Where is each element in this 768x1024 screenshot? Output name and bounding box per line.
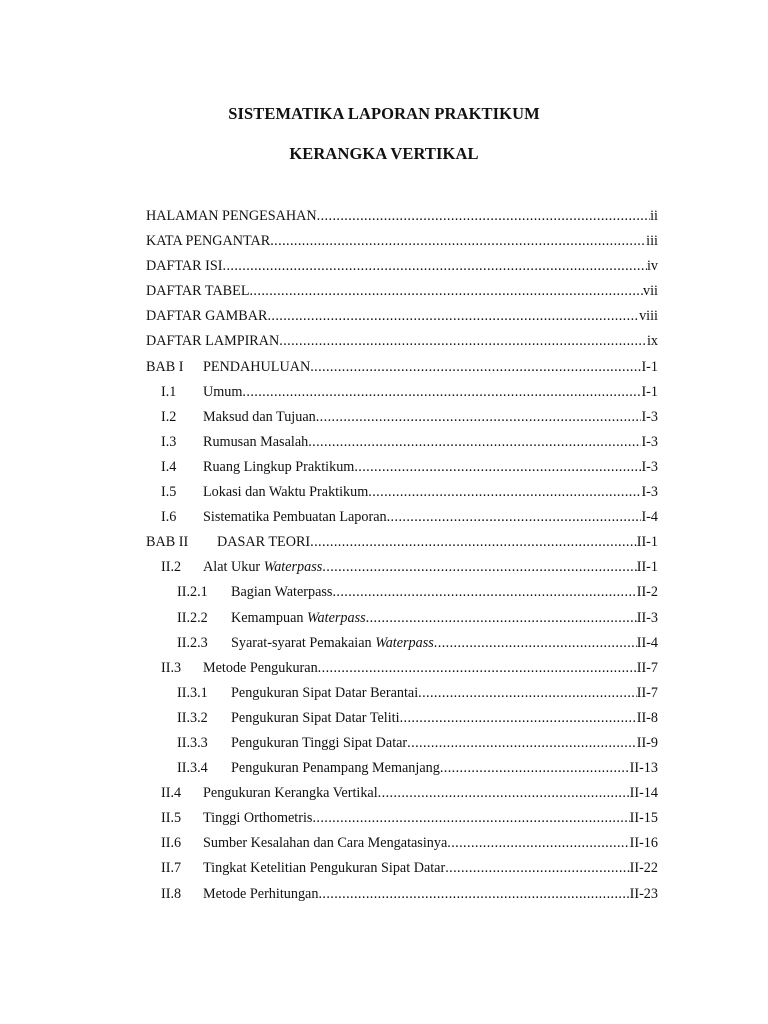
toc-subsection <box>146 708 658 733</box>
toc-entry-label: Pengukuran Tinggi Sipat Datar <box>231 734 408 751</box>
toc-section <box>146 783 658 808</box>
table-of-contents <box>146 206 658 909</box>
toc-entry-page: vii <box>643 283 658 300</box>
toc-leader-dots <box>387 507 642 527</box>
toc-entry-label: Pengukuran Sipat Datar Berantai <box>231 684 419 701</box>
toc-leader-dots <box>312 808 629 828</box>
toc-entry-page: II-13 <box>629 760 658 777</box>
toc-entry-page: II-23 <box>629 885 658 902</box>
toc-entry-number: BAB II <box>146 534 189 551</box>
toc-leader-dots <box>242 382 641 402</box>
toc-leader-dots <box>447 833 629 853</box>
toc-section <box>146 557 658 582</box>
toc-entry <box>146 281 658 306</box>
toc-entry-number: II.6 <box>161 835 182 852</box>
toc-subsection <box>146 582 658 607</box>
toc-entry-number: II.7 <box>161 860 182 877</box>
toc-entry-label: Tinggi Orthometris <box>203 810 313 827</box>
toc-entry-number: I.2 <box>161 408 177 425</box>
toc-leader-dots <box>434 633 637 653</box>
toc-entry-number: II.8 <box>161 885 182 902</box>
toc-entry-number: I.4 <box>161 458 177 475</box>
toc-entry-number: I.1 <box>161 383 177 400</box>
toc-section <box>146 432 658 457</box>
toc-entry-number: II.3 <box>161 659 182 676</box>
toc-entry-label: Ruang Lingkup Praktikum <box>203 458 355 475</box>
toc-chapter <box>146 357 658 382</box>
toc-entry-page: II-8 <box>636 709 658 726</box>
toc-entry-label: Bagian Waterpass <box>231 584 333 601</box>
toc-entry-label: Sumber Kesalahan dan Cara Mengatasinya <box>203 835 448 852</box>
toc-entry-label: HALAMAN PENGESAHAN <box>146 208 317 224</box>
toc-entry-number: II.2 <box>161 559 182 576</box>
toc-entry-page: iv <box>646 258 658 275</box>
toc-section <box>146 507 658 532</box>
toc-leader-dots <box>440 758 630 778</box>
toc-entry-number: I.6 <box>161 509 177 526</box>
toc-entry <box>146 306 658 331</box>
toc-entry-page: viii <box>639 308 658 325</box>
toc-entry <box>146 231 658 256</box>
toc-leader-dots <box>310 357 641 377</box>
toc-entry-page: I-1 <box>641 358 658 375</box>
toc-leader-dots <box>249 281 643 301</box>
toc-entry-page: I-3 <box>641 458 658 475</box>
toc-section <box>146 407 658 432</box>
toc-entry-label: KATA PENGANTAR <box>146 233 271 250</box>
toc-entry-label: Syarat-syarat Pemakaian Waterpass <box>231 634 434 651</box>
toc-entry-label: Alat Ukur Waterpass <box>203 559 323 576</box>
toc-entry-number: II.3.3 <box>177 734 208 751</box>
toc-subsection <box>146 683 658 708</box>
toc-section <box>146 858 658 883</box>
toc-entry-number: BAB I <box>146 358 184 375</box>
toc-entry-page: II-7 <box>636 659 658 676</box>
toc-entry-label: DASAR TEORI <box>217 534 311 551</box>
toc-section <box>146 658 658 683</box>
toc-entry-label: Tingkat Ketelitian Pengukuran Sipat Datar <box>203 860 446 877</box>
toc-entry-page: ii <box>650 208 658 224</box>
toc-leader-dots <box>317 206 650 226</box>
toc-entry-number: II.2.2 <box>177 609 208 626</box>
toc-section <box>146 884 658 909</box>
toc-entry-label: DAFTAR GAMBAR <box>146 308 268 325</box>
toc-entry-page: II-1 <box>636 534 658 551</box>
document-title: SISTEMATIKA LAPORAN PRAKTIKUM <box>228 104 540 123</box>
toc-entry-number: II.5 <box>161 810 182 827</box>
toc-entry-number: I.3 <box>161 433 177 450</box>
toc-entry-page: I-3 <box>641 408 658 425</box>
toc-leader-dots <box>322 557 636 577</box>
toc-leader-dots <box>418 683 637 703</box>
toc-entry-page: II-2 <box>636 584 658 601</box>
toc-entry-number: II.3.2 <box>177 709 208 726</box>
toc-leader-dots <box>332 582 636 602</box>
toc-leader-dots <box>270 231 646 251</box>
toc-leader-dots <box>445 858 629 878</box>
toc-entry-page: II-15 <box>629 810 658 827</box>
toc-section <box>146 833 658 858</box>
toc-entry-label: Metode Pengukuran <box>203 659 318 676</box>
toc-leader-dots <box>354 457 641 477</box>
toc-entry-page: I-1 <box>641 383 658 400</box>
toc-entry-number: II.2.1 <box>177 584 208 601</box>
toc-entry-label: DAFTAR ISI <box>146 258 223 275</box>
toc-entry-page: II-4 <box>636 634 658 651</box>
document-subtitle: KERANGKA VERTIKAL <box>289 144 479 163</box>
toc-entry-page: iii <box>646 233 658 250</box>
toc-leader-dots <box>368 482 641 502</box>
toc-entry-number: II.3.4 <box>177 760 208 777</box>
toc-entry-label: Rumusan Masalah <box>203 433 309 450</box>
toc-leader-dots <box>267 306 639 326</box>
toc-entry-label: Umum <box>203 383 243 400</box>
toc-entry-page: I-3 <box>641 433 658 450</box>
toc-entry-label: Lokasi dan Waktu Praktikum <box>203 484 369 501</box>
toc-leader-dots <box>318 884 629 904</box>
toc-entry-number: II.4 <box>161 785 182 802</box>
toc-entry-page: I-4 <box>641 509 658 526</box>
toc-entry-label: Sistematika Pembuatan Laporan <box>203 509 387 526</box>
toc-leader-dots <box>400 708 637 728</box>
toc-entry-page: II-9 <box>636 734 658 751</box>
toc-entry <box>146 256 658 281</box>
toc-entry-label: PENDAHULUAN <box>203 358 311 375</box>
toc-entry-page: II-7 <box>636 684 658 701</box>
toc-leader-dots <box>318 658 637 678</box>
toc-entry-label: Maksud dan Tujuan <box>203 408 316 425</box>
toc-leader-dots <box>308 432 641 452</box>
toc-leader-dots <box>223 256 647 276</box>
toc-entry-label: Pengukuran Sipat Datar Teliti <box>231 709 400 726</box>
toc-entry-label: Pengukuran Kerangka Vertikal <box>203 785 378 802</box>
toc-entry-page: II-1 <box>636 559 658 576</box>
toc-entry-number: II.2.3 <box>177 634 208 651</box>
toc-leader-dots <box>378 783 630 803</box>
toc-entry-page: II-3 <box>636 609 658 626</box>
toc-entry <box>146 206 658 231</box>
toc-subsection <box>146 608 658 633</box>
toc-entry-page: II-14 <box>629 785 658 802</box>
toc-entry-number: I.5 <box>161 484 177 501</box>
toc-entry-label: DAFTAR LAMPIRAN <box>146 333 280 350</box>
toc-entry-label: DAFTAR TABEL <box>146 283 250 300</box>
toc-entry-label: Pengukuran Penampang Memanjang <box>231 760 440 777</box>
toc-leader-dots <box>366 608 637 628</box>
toc-section <box>146 482 658 507</box>
toc-entry-label: Metode Perhitungan <box>203 885 319 902</box>
toc-subsection <box>146 733 658 758</box>
toc-section <box>146 457 658 482</box>
toc-subsection <box>146 758 658 783</box>
toc-leader-dots <box>316 407 642 427</box>
toc-entry-label: Kemampuan Waterpass <box>231 609 366 626</box>
toc-leader-dots <box>279 331 647 351</box>
toc-entry-page: II-16 <box>629 835 658 852</box>
toc-leader-dots <box>310 532 637 552</box>
toc-entry-page: I-3 <box>641 484 658 501</box>
toc-section <box>146 382 658 407</box>
toc-subsection <box>146 633 658 658</box>
toc-entry <box>146 331 658 356</box>
toc-entry-page: II-22 <box>629 860 658 877</box>
toc-chapter <box>146 532 658 557</box>
toc-section <box>146 808 658 833</box>
toc-entry-number: II.3.1 <box>177 684 208 701</box>
toc-leader-dots <box>407 733 637 753</box>
toc-entry-page: ix <box>646 333 658 350</box>
